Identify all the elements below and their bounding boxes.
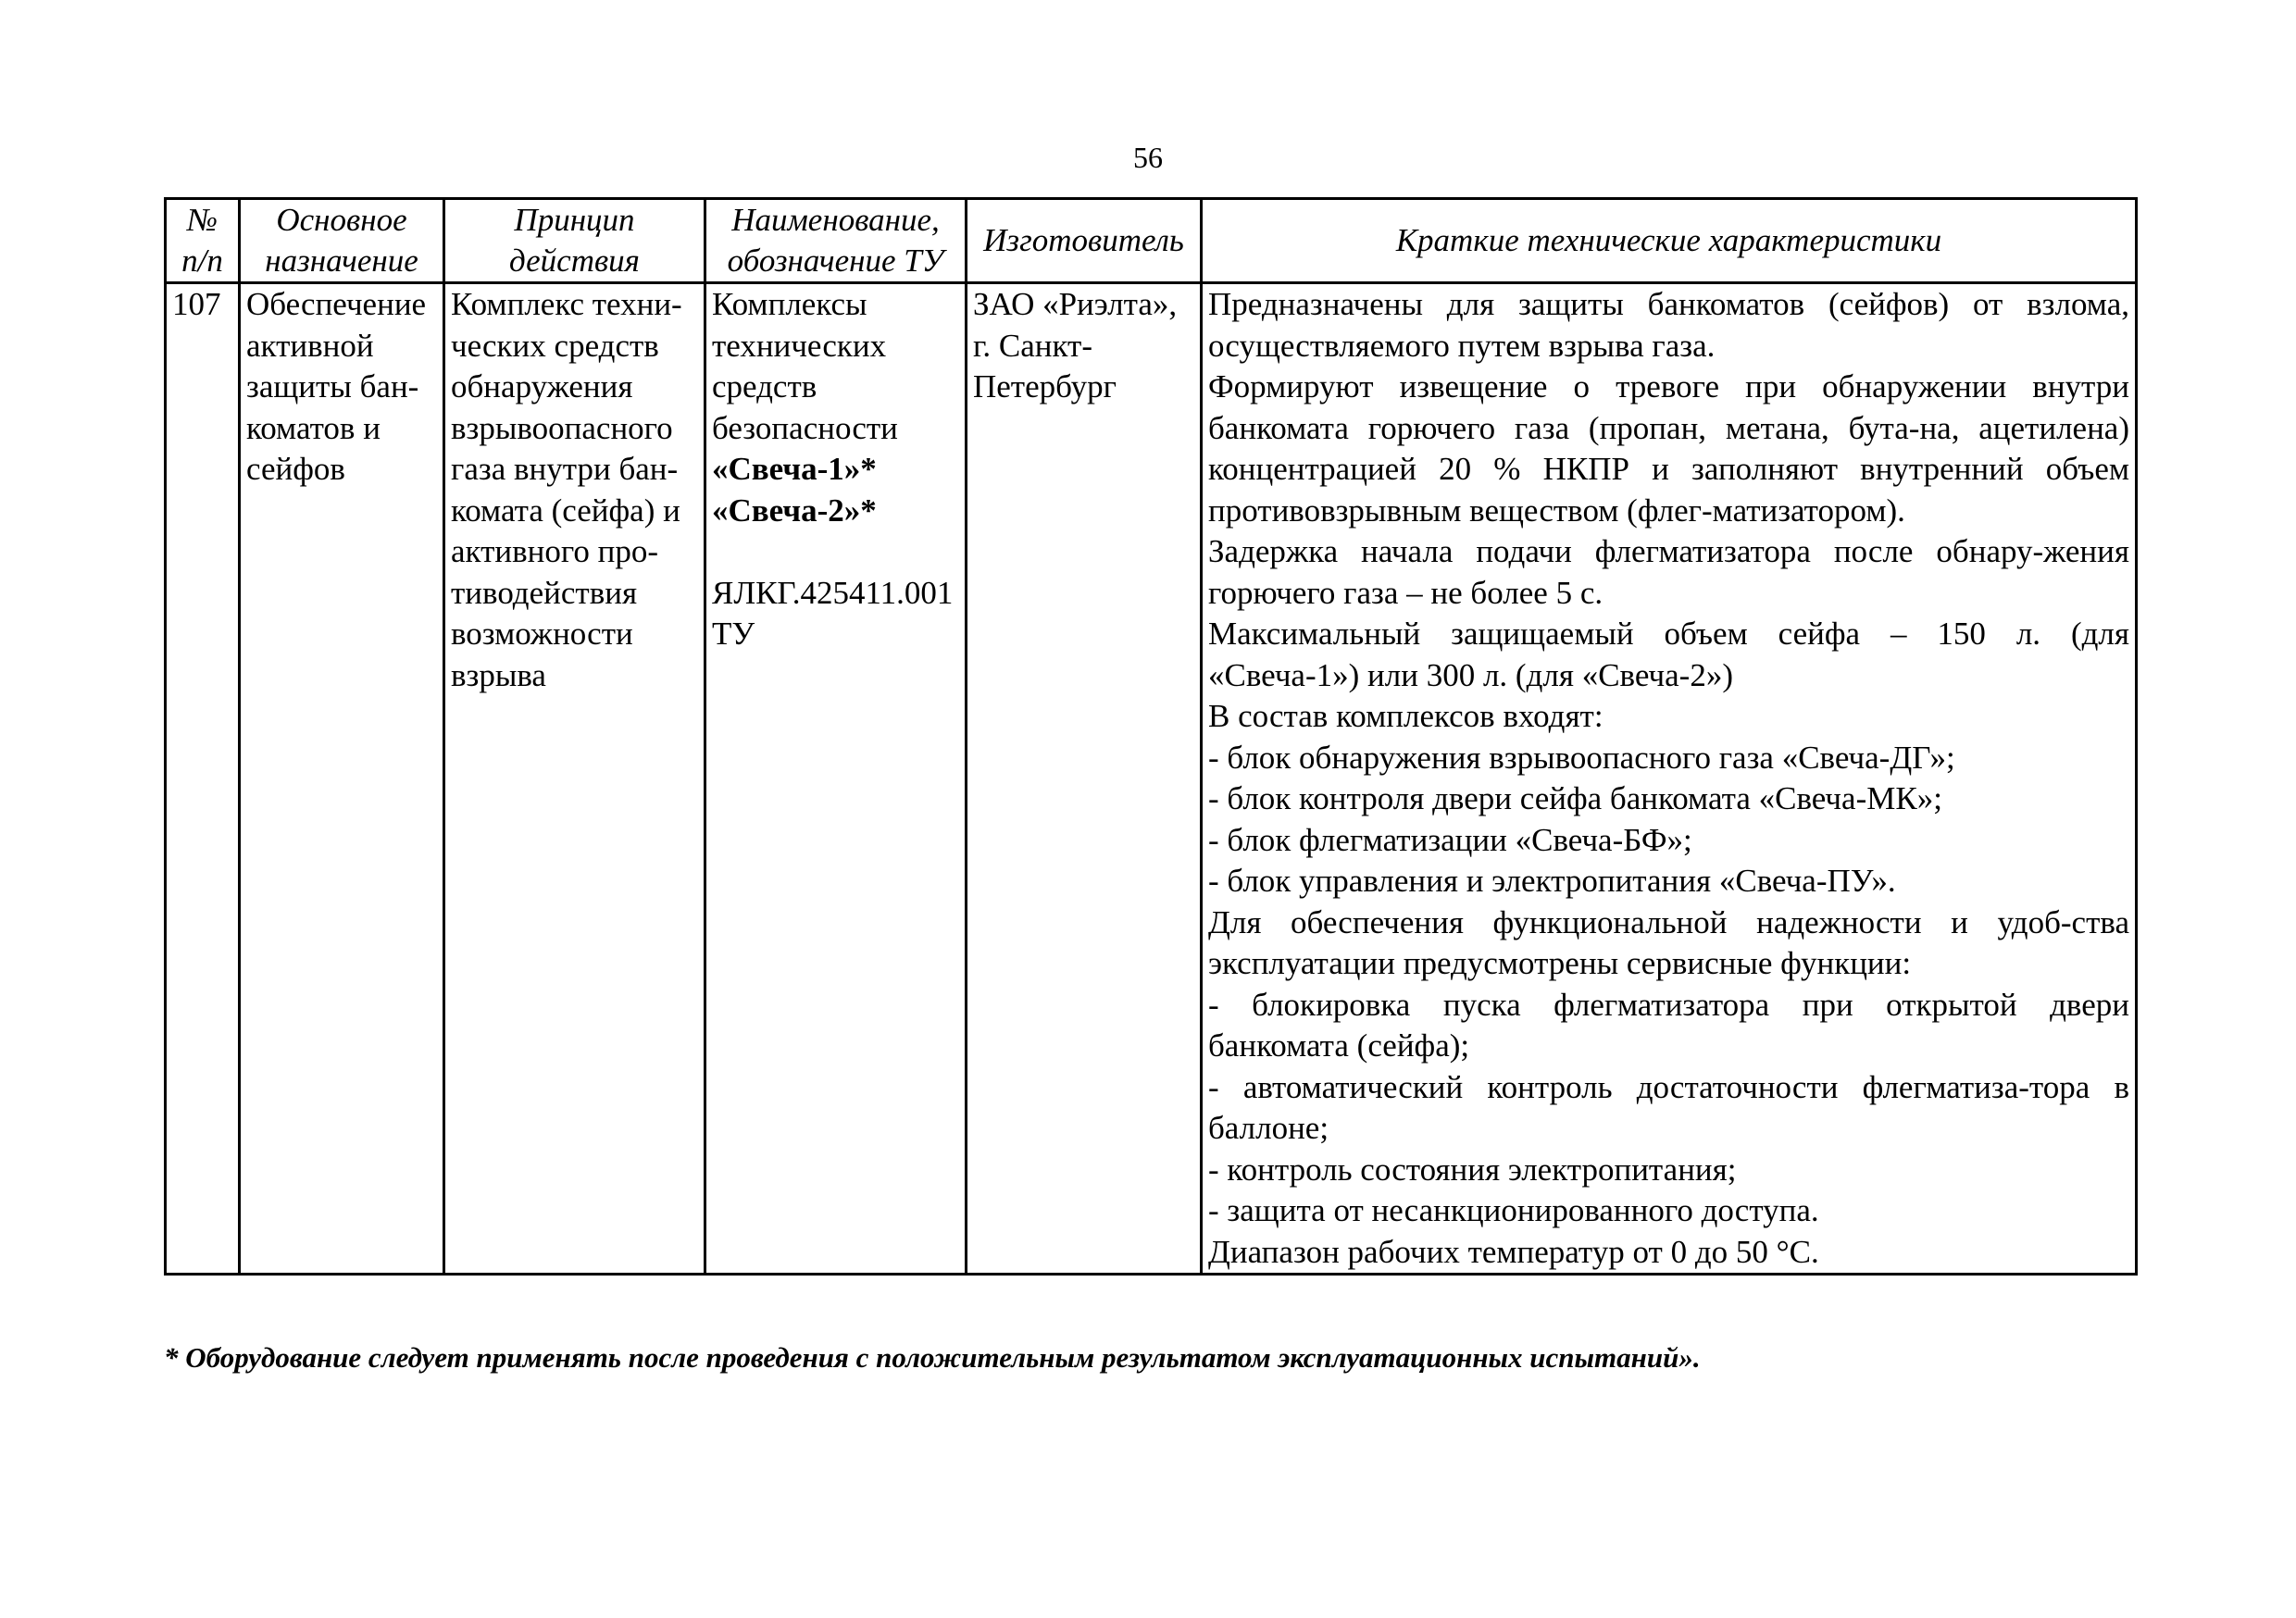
chars-paragraph: Диапазон рабочих температур от 0 до 50 °С.	[1208, 1233, 1819, 1270]
chars-paragraph: Для обеспечения функциональной надежности и удоб-ства эксплуатации предусмотрены сервисные функции:	[1208, 903, 2129, 981]
chars-list-item: - защита от несанкционированного доступа.	[1208, 1192, 1819, 1228]
spec-code: ЯЛКГ.425411.001	[712, 574, 954, 611]
chars-paragraph: Формируют извещение о тревоге при обнаружении внутри банкомата горючего газа (пропан, метана, бута-на, ацетилена) концентрацией 20 % НКПР и заполняют внутренний объем противовзрывным веществом (флег-матизатором).	[1208, 368, 2129, 529]
chars-paragraph: Задержка начала подачи флегматизатора после обнару-жения горючего газа – не более 5 с.	[1208, 533, 2129, 611]
header-chars: Краткие технические характеристики	[1202, 199, 2137, 283]
header-maker: Изготовитель	[967, 199, 1202, 283]
product-name-2: «Свеча-2»*	[712, 492, 877, 529]
chars-list-item: - блок управления и электропитания «Свеча-ПУ».	[1208, 863, 1896, 899]
chars-list-item: - блок флегматизации «Свеча-БФ»;	[1208, 821, 1692, 858]
footnote: * Оборудование следует применять после проведения с положительным результатом эксплуатационных испытаний».	[164, 1341, 1701, 1374]
table-row	[166, 283, 2137, 1275]
header-purpose: Основное назначение	[240, 199, 444, 283]
cell-purpose: Обеспечение активной защиты бан- коматов и сейфов	[240, 283, 444, 1275]
cell-maker: ЗАО «Риэлта», г. Санкт- Петербург	[967, 283, 1202, 1275]
chars-list-item: - контроль состояния электропитания;	[1208, 1151, 1737, 1188]
chars-list-item: - блокировка пуска флегматизатора при открытой двери банкомата (сейфа);	[1208, 986, 2129, 1064]
page-number: 56	[1133, 141, 1163, 174]
header-name: Наименование, обозначение ТУ	[705, 199, 967, 283]
chars-list-item: - блок обнаружения взрывоопасного газа «Свеча-ДГ»;	[1208, 739, 1955, 776]
equipment-table	[164, 197, 2138, 1276]
chars-paragraph: Предназначены для защиты банкоматов (сейфов) от взлома, осуществляемого путем взрыва газа.	[1208, 286, 2129, 364]
cell-name: Комплексы технических средств безопасности «Свеча-1»* «Свеча-2»* ЯЛКГ.425411.001 ТУ	[705, 283, 967, 1275]
chars-paragraph: Максимальный защищаемый объем сейфа – 150 л. (для «Свеча-1») или 300 л. (для «Свеча-2»)	[1208, 616, 2129, 693]
cell-num: 107	[166, 283, 240, 1275]
chars-list-item: - автоматический контроль достаточности флегматиза-тора в баллоне;	[1208, 1068, 2129, 1146]
header-principle: Принцип действия	[444, 199, 705, 283]
chars-list-item: - блок контроля двери сейфа банкомата «Свеча-МК»;	[1208, 780, 1942, 816]
table-header-row	[166, 199, 2137, 283]
cell-principle: Комплекс техни- ческих средств обнаружения взрывоопасного газа внутри бан- комата (сейфа) и активного про- тиводействия возможности взрыва	[444, 283, 705, 1275]
product-name-1: «Свеча-1»*	[712, 451, 877, 487]
cell-characteristics	[1202, 283, 2137, 1275]
header-num: № п/п	[166, 199, 240, 283]
chars-paragraph: В состав комплексов входят:	[1208, 698, 1603, 734]
